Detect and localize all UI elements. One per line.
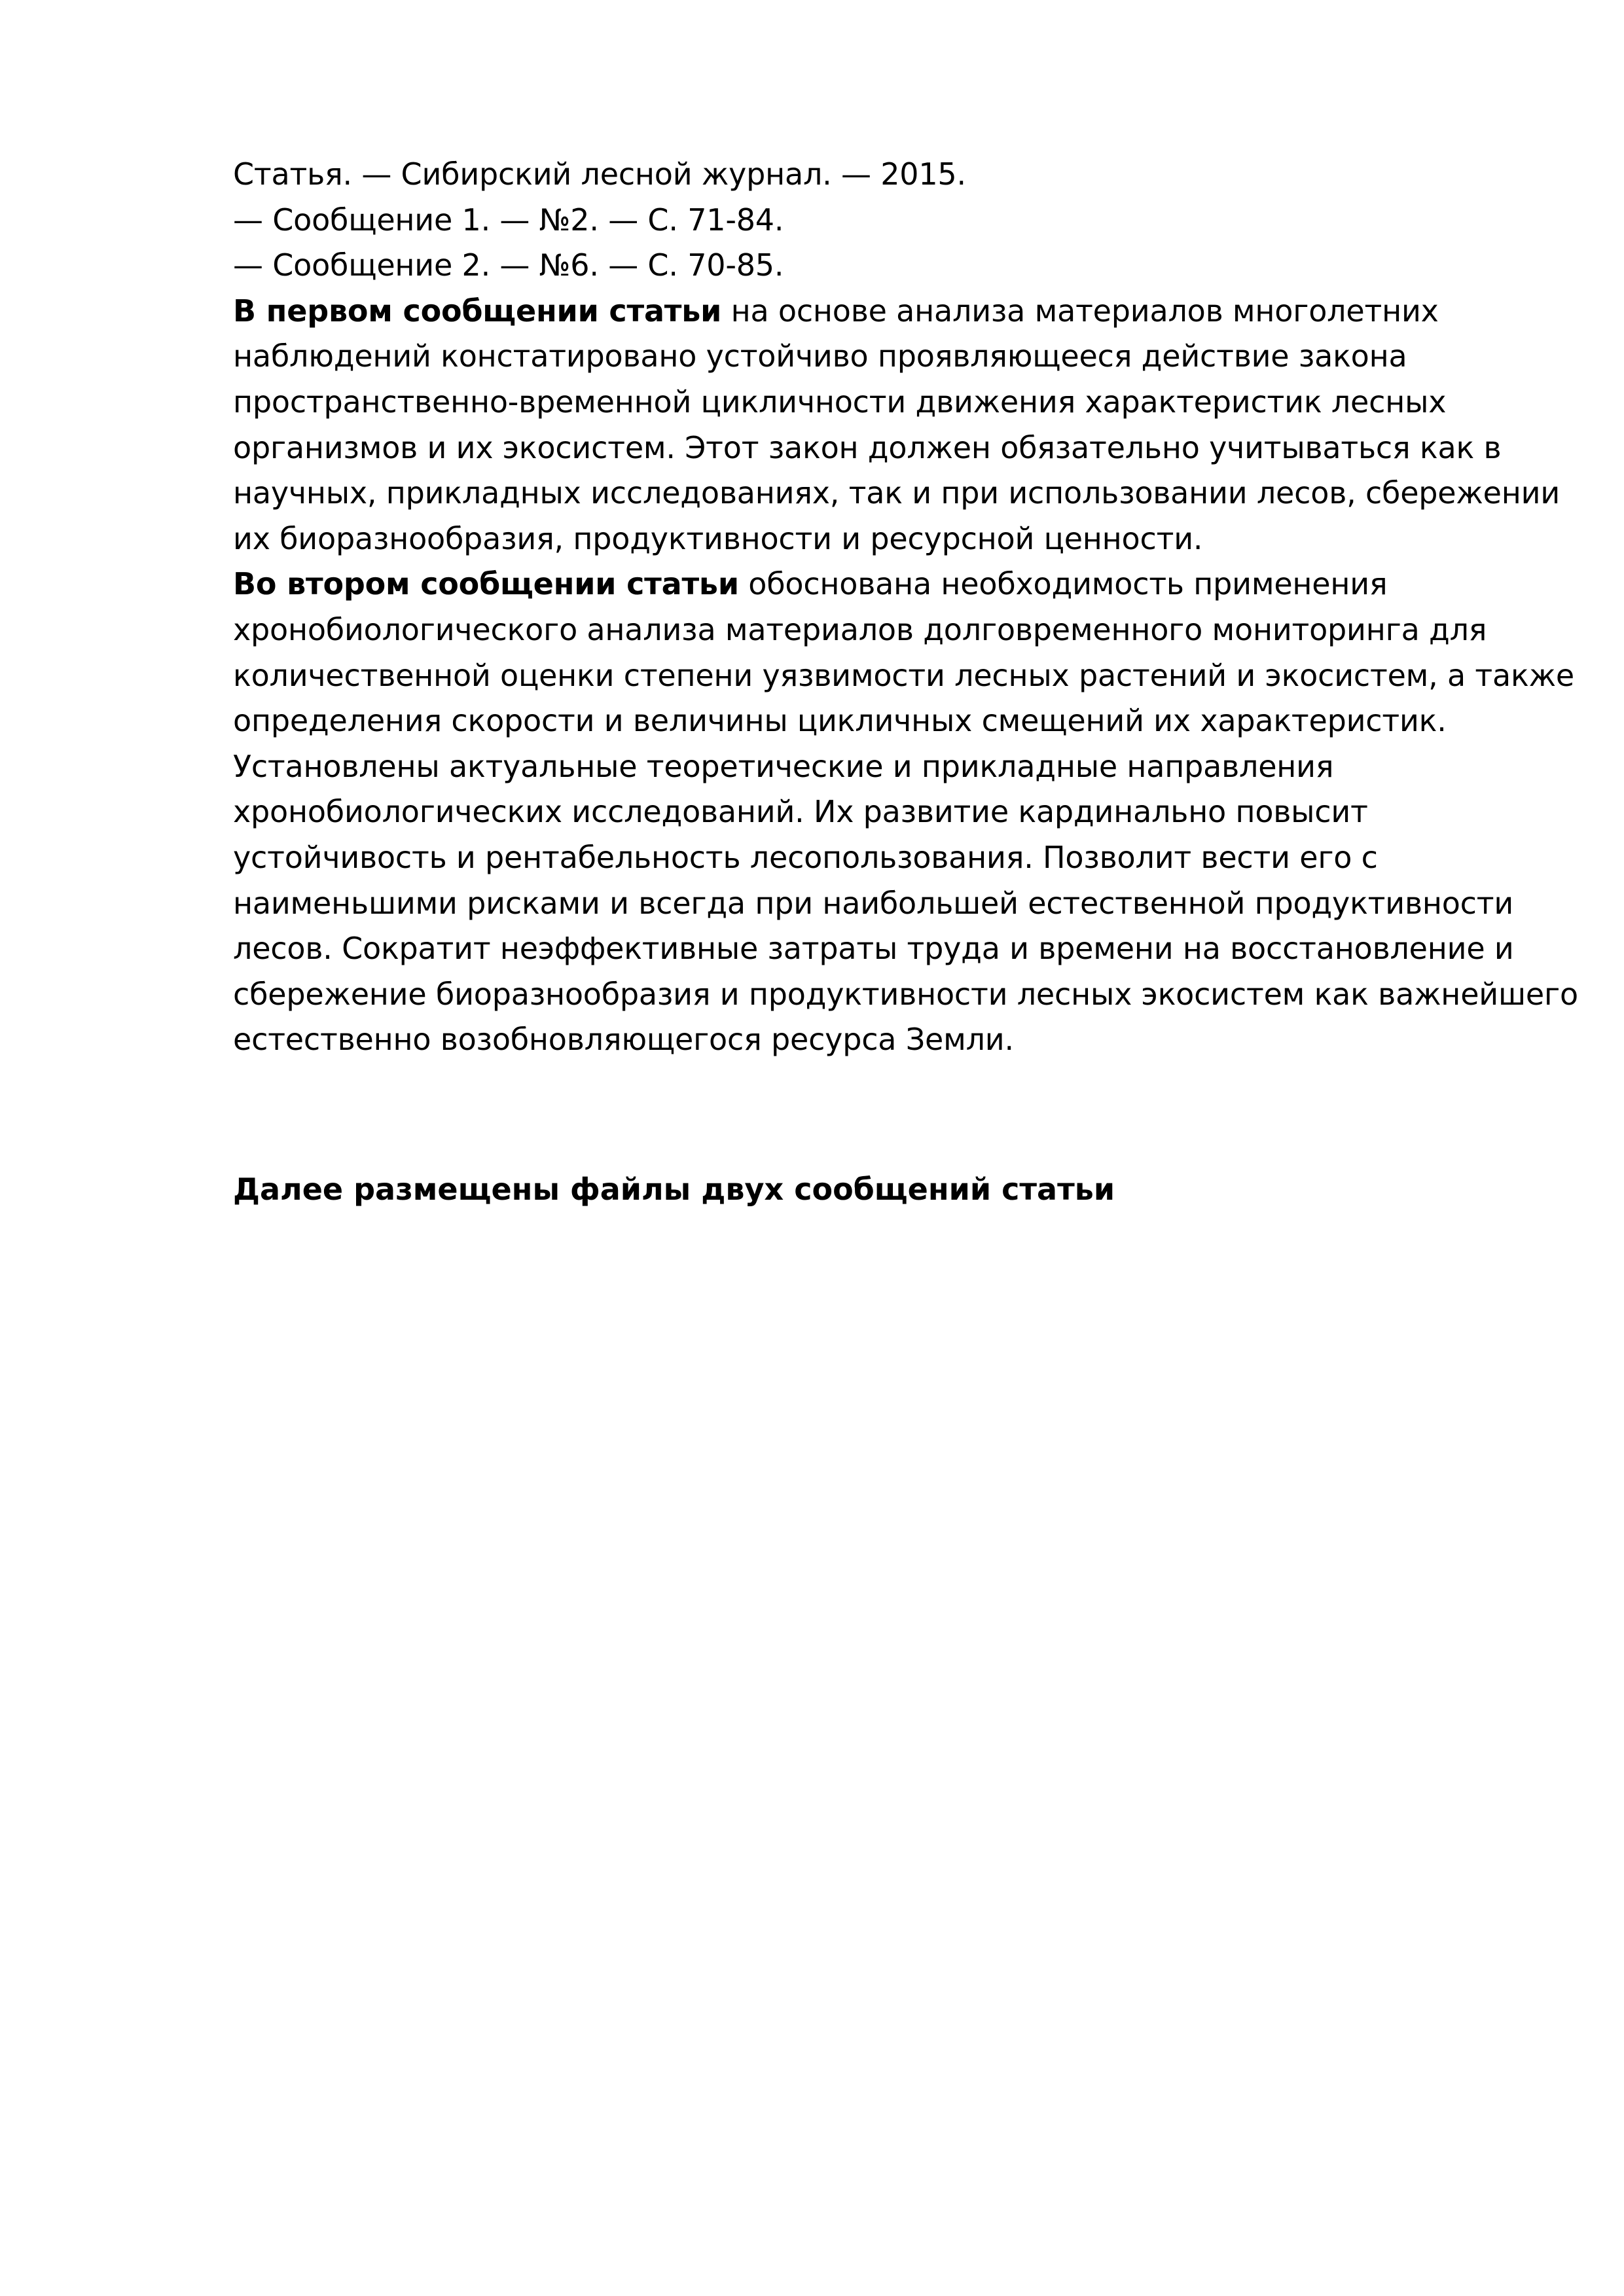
paragraph-first-line-4: организмов и их экосистем. Этот закон должен обязательно учитываться как в xyxy=(233,429,1502,465)
paragraph-second-line-9: лесов. Сократит неэффективные затраты труда и времени на восстановление и xyxy=(233,931,1514,967)
paragraph-second-line-6: хронобиологических исследований. Их развитие кардинально повысит xyxy=(233,794,1368,830)
paragraph-second-line-1 xyxy=(233,562,1516,607)
paragraph-second-message xyxy=(233,562,1578,1063)
document-body xyxy=(233,152,1578,1063)
paragraph-second-text: обоснована необходимость применения xyxy=(738,566,1388,602)
citation-line-1: Статья. — Сибирский лесной журнал. — 2015. xyxy=(233,156,966,192)
paragraph-first-line-1 xyxy=(233,289,1516,334)
paragraph-second-line-8: наименьшими рисками и всегда при наибольшей естественной продуктивности xyxy=(233,885,1514,921)
paragraph-first-line-6: их биоразнообразия, продуктивности и ресурсной ценности. xyxy=(233,520,1203,556)
paragraph-first-line-5: научных, прикладных исследованиях, так и при использовании лесов, сбережении xyxy=(233,475,1561,511)
paragraph-first-line-3: пространственно-временной цикличности движения характеристик лесных xyxy=(233,384,1447,420)
paragraph-first-text: на основе анализа материалов многолетних xyxy=(721,293,1439,329)
paragraph-second-line-2: хронобиологического анализа материалов долговременного мониторинга для xyxy=(233,611,1487,647)
files-heading: Далее размещены файлы двух сообщений статьи xyxy=(233,1172,1115,1207)
citation-line-2: — Сообщение 1. — №2. — С. 71-84. xyxy=(233,202,784,238)
citation-line-3: — Сообщение 2. — №6. — С. 70-85. xyxy=(233,247,784,283)
paragraph-second-line-11: естественно возобновляющегося ресурса Земли. xyxy=(233,1022,1014,1058)
paragraph-second-line-10: сбережение биоразнообразия и продуктивности лесных экосистем как важнейшего xyxy=(233,976,1578,1012)
paragraph-first-line-2: наблюдений констатировано устойчиво проявляющееся действие закона xyxy=(233,338,1407,374)
paragraph-second-line-4: определения скорости и величины цикличных смещений их характеристик. xyxy=(233,703,1447,739)
paragraph-first-lead: В первом сообщении статьи xyxy=(233,293,722,329)
paragraph-second-line-7: устойчивость и рентабельность лесопользования. Позволит вести его с xyxy=(233,839,1378,875)
paragraph-first-message xyxy=(233,289,1561,562)
paragraph-second-line-5: Установлены актуальные теоретические и прикладные направления xyxy=(233,748,1334,784)
paragraph-second-line-3: количественной оценки степени уязвимости лесных растений и экосистем, а также xyxy=(233,657,1574,693)
paragraph-second-lead: Во втором сообщении статьи xyxy=(233,566,739,602)
